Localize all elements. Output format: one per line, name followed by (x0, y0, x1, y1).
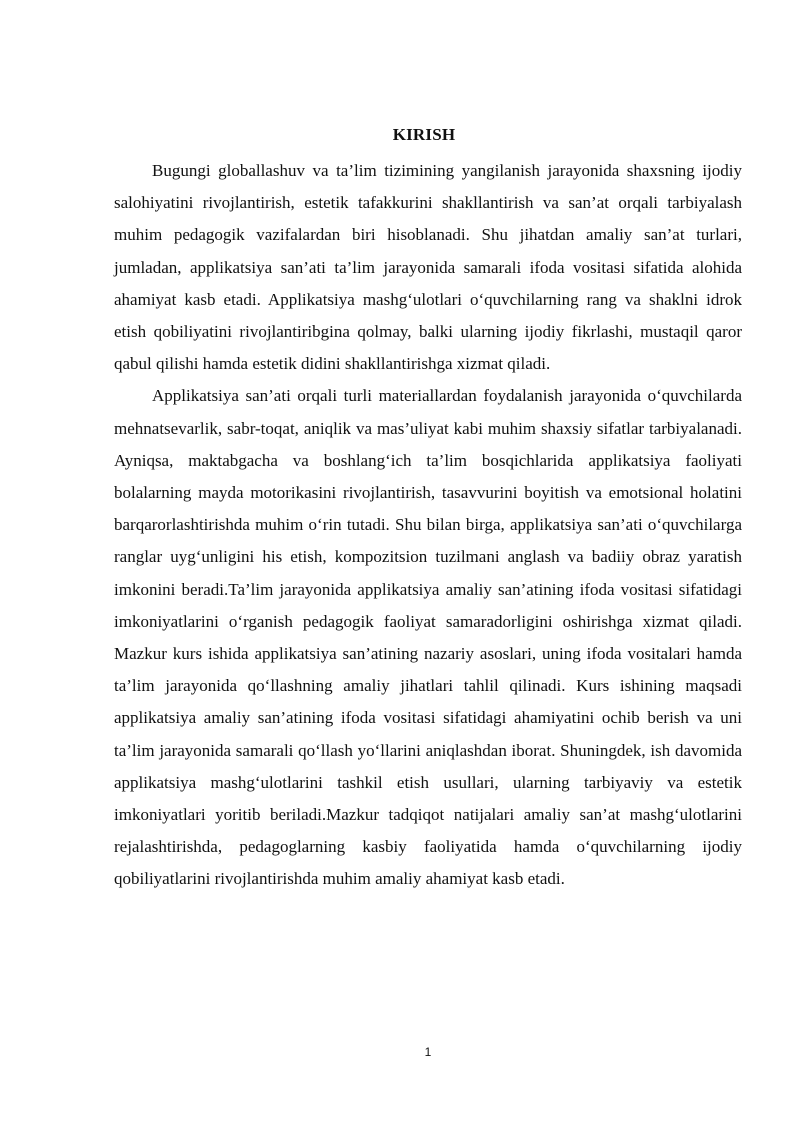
paragraph-1: Bugungi globallashuv va ta’lim tizimining yangilanish jarayonida shaxsning ijodiy salohiyatini rivojlantirish, estetik tafakkurini shakllantirish va san’at orqali tarbiyalash muhim pedagogik vazifalardan biri hisoblanadi. Shu jihatdan amaliy san’at turlari, jumladan, applikatsiya san’ati ta’lim jarayonida samarali ifoda vositasi sifatida alohida ahamiyat kasb etadi. Applikatsiya mashg‘ulotlari o‘quvchilarning rang va shaklni idrok etish qobiliyatini rivojlantiribgina qolmay, balki ularning ijodiy fikrlashi, mustaqil qaror qabul qilishi hamda estetik didini shakllantirishga xizmat qiladi. (114, 161, 742, 374)
page-title: KIRISH (392, 125, 456, 144)
paragraph-2: Applikatsiya san’ati orqali turli materiallardan foydalanish jarayonida o‘quvchilarda mehnatsevarlik, sabr-toqat, aniqlik va mas’uliyat kabi muhim shaxsiy sifatlar tarbiyalanadi. Ayniqsa, maktabgacha va boshlang‘ich ta’lim bosqichlarida applikatsiya faoliyati bolalarning mayda motorikasini rivojlantirish, tasavvurini boyitish va emotsional holatini barqarorlashtirishda muhim o‘rin tutadi. Shu bilan birga, applikatsiya san’ati o‘quvchilarga ranglar uyg‘unligini his etish, kompozitsion tuzilmani anglash va badiiy obraz yaratish imkonini beradi.Ta’lim jarayonida applikatsiya amaliy san’atining ifoda vositasi sifatidagi imkoniyatlarini o‘rganish pedagogik faoliyat samaradorligini oshirishga xizmat qiladi. Mazkur kurs ishida applikatsiya san’atining nazariy asoslari, uning ifoda vositalari hamda ta’lim jarayonida qo‘llashning amaliy jihatlari tahlil qilinadi. Kurs ishining maqsadi applikatsiya amaliy san’atining ifoda vositasi sifatidagi ahamiyatini ochib berish va uni ta’lim jarayonida samarali qo‘llash yo‘llarini aniqlashdan iborat. Shuningdek, ish davomida applikatsiya mashg‘ulotlarini tashkil etish usullari, ularning tarbiyaviy va estetik imkoniyatlari yoritib beriladi.Mazkur tadqiqot natijalari amaliy san’at mashg‘ulotlarini rejalashtirishda, pedagoglarning kasbiy faoliyatida hamda o‘quvchilarning ijodiy qobiliyatlarini rivojlantirishda muhim amaliy ahamiyat kasb etadi. (114, 386, 742, 889)
body-text (114, 155, 742, 896)
page-number: 1 (424, 1045, 432, 1059)
